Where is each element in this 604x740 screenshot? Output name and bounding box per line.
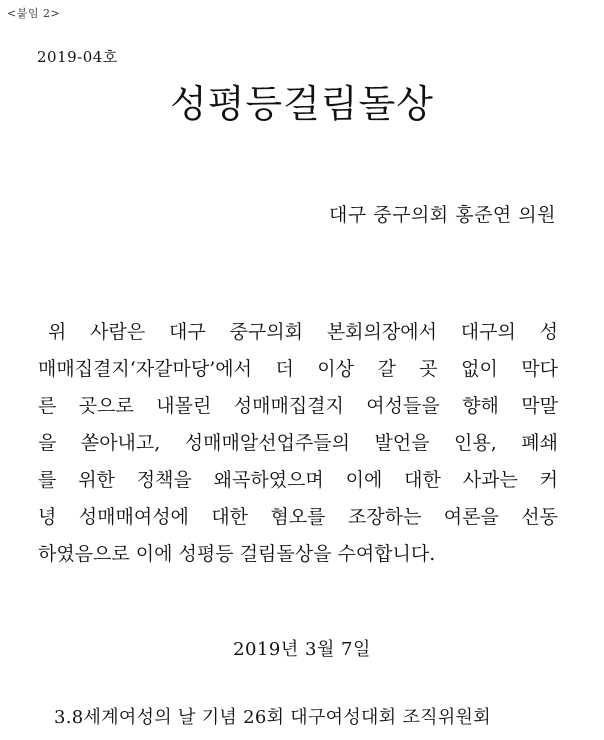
attachment-label: <붙임 2>: [7, 7, 61, 20]
citation-line: 녕 성매매여성에 대한 혐오를 조장하는 여론을 선동: [38, 506, 558, 528]
citation-line: 를 위한 정책을 왜곡하였으며 이에 대한 사과는 커: [38, 469, 558, 491]
award-date: 2019년 3월 7일: [233, 639, 371, 660]
presenting-organization: 3.8세계여성의 날 기념 26회 대구여성대회 조직위원회: [54, 707, 491, 728]
citation-text: [38, 318, 558, 577]
citation-line: 른 곳으로 내몰린 성매매집결지 여성들을 향해 막말: [38, 395, 558, 417]
document-number: 2019-04호: [37, 48, 118, 66]
award-recipient: 대구 중구의회 홍준연 의원: [328, 204, 556, 226]
award-title: 성평등걸림돌상: [170, 82, 434, 126]
citation-line: 위 사람은 대구 중구의회 본회의장에서 대구의 성: [48, 321, 558, 343]
citation-line: 하였음으로 이에 성평등 걸림돌상을 수여합니다.: [38, 543, 436, 565]
citation-line: 을 쏟아내고, 성매매알선업주들의 발언을 인용, 폐쇄: [38, 432, 558, 454]
citation-line: 매매집결지‘자갈마당’에서 더 이상 갈 곳 없이 막다: [38, 358, 558, 380]
